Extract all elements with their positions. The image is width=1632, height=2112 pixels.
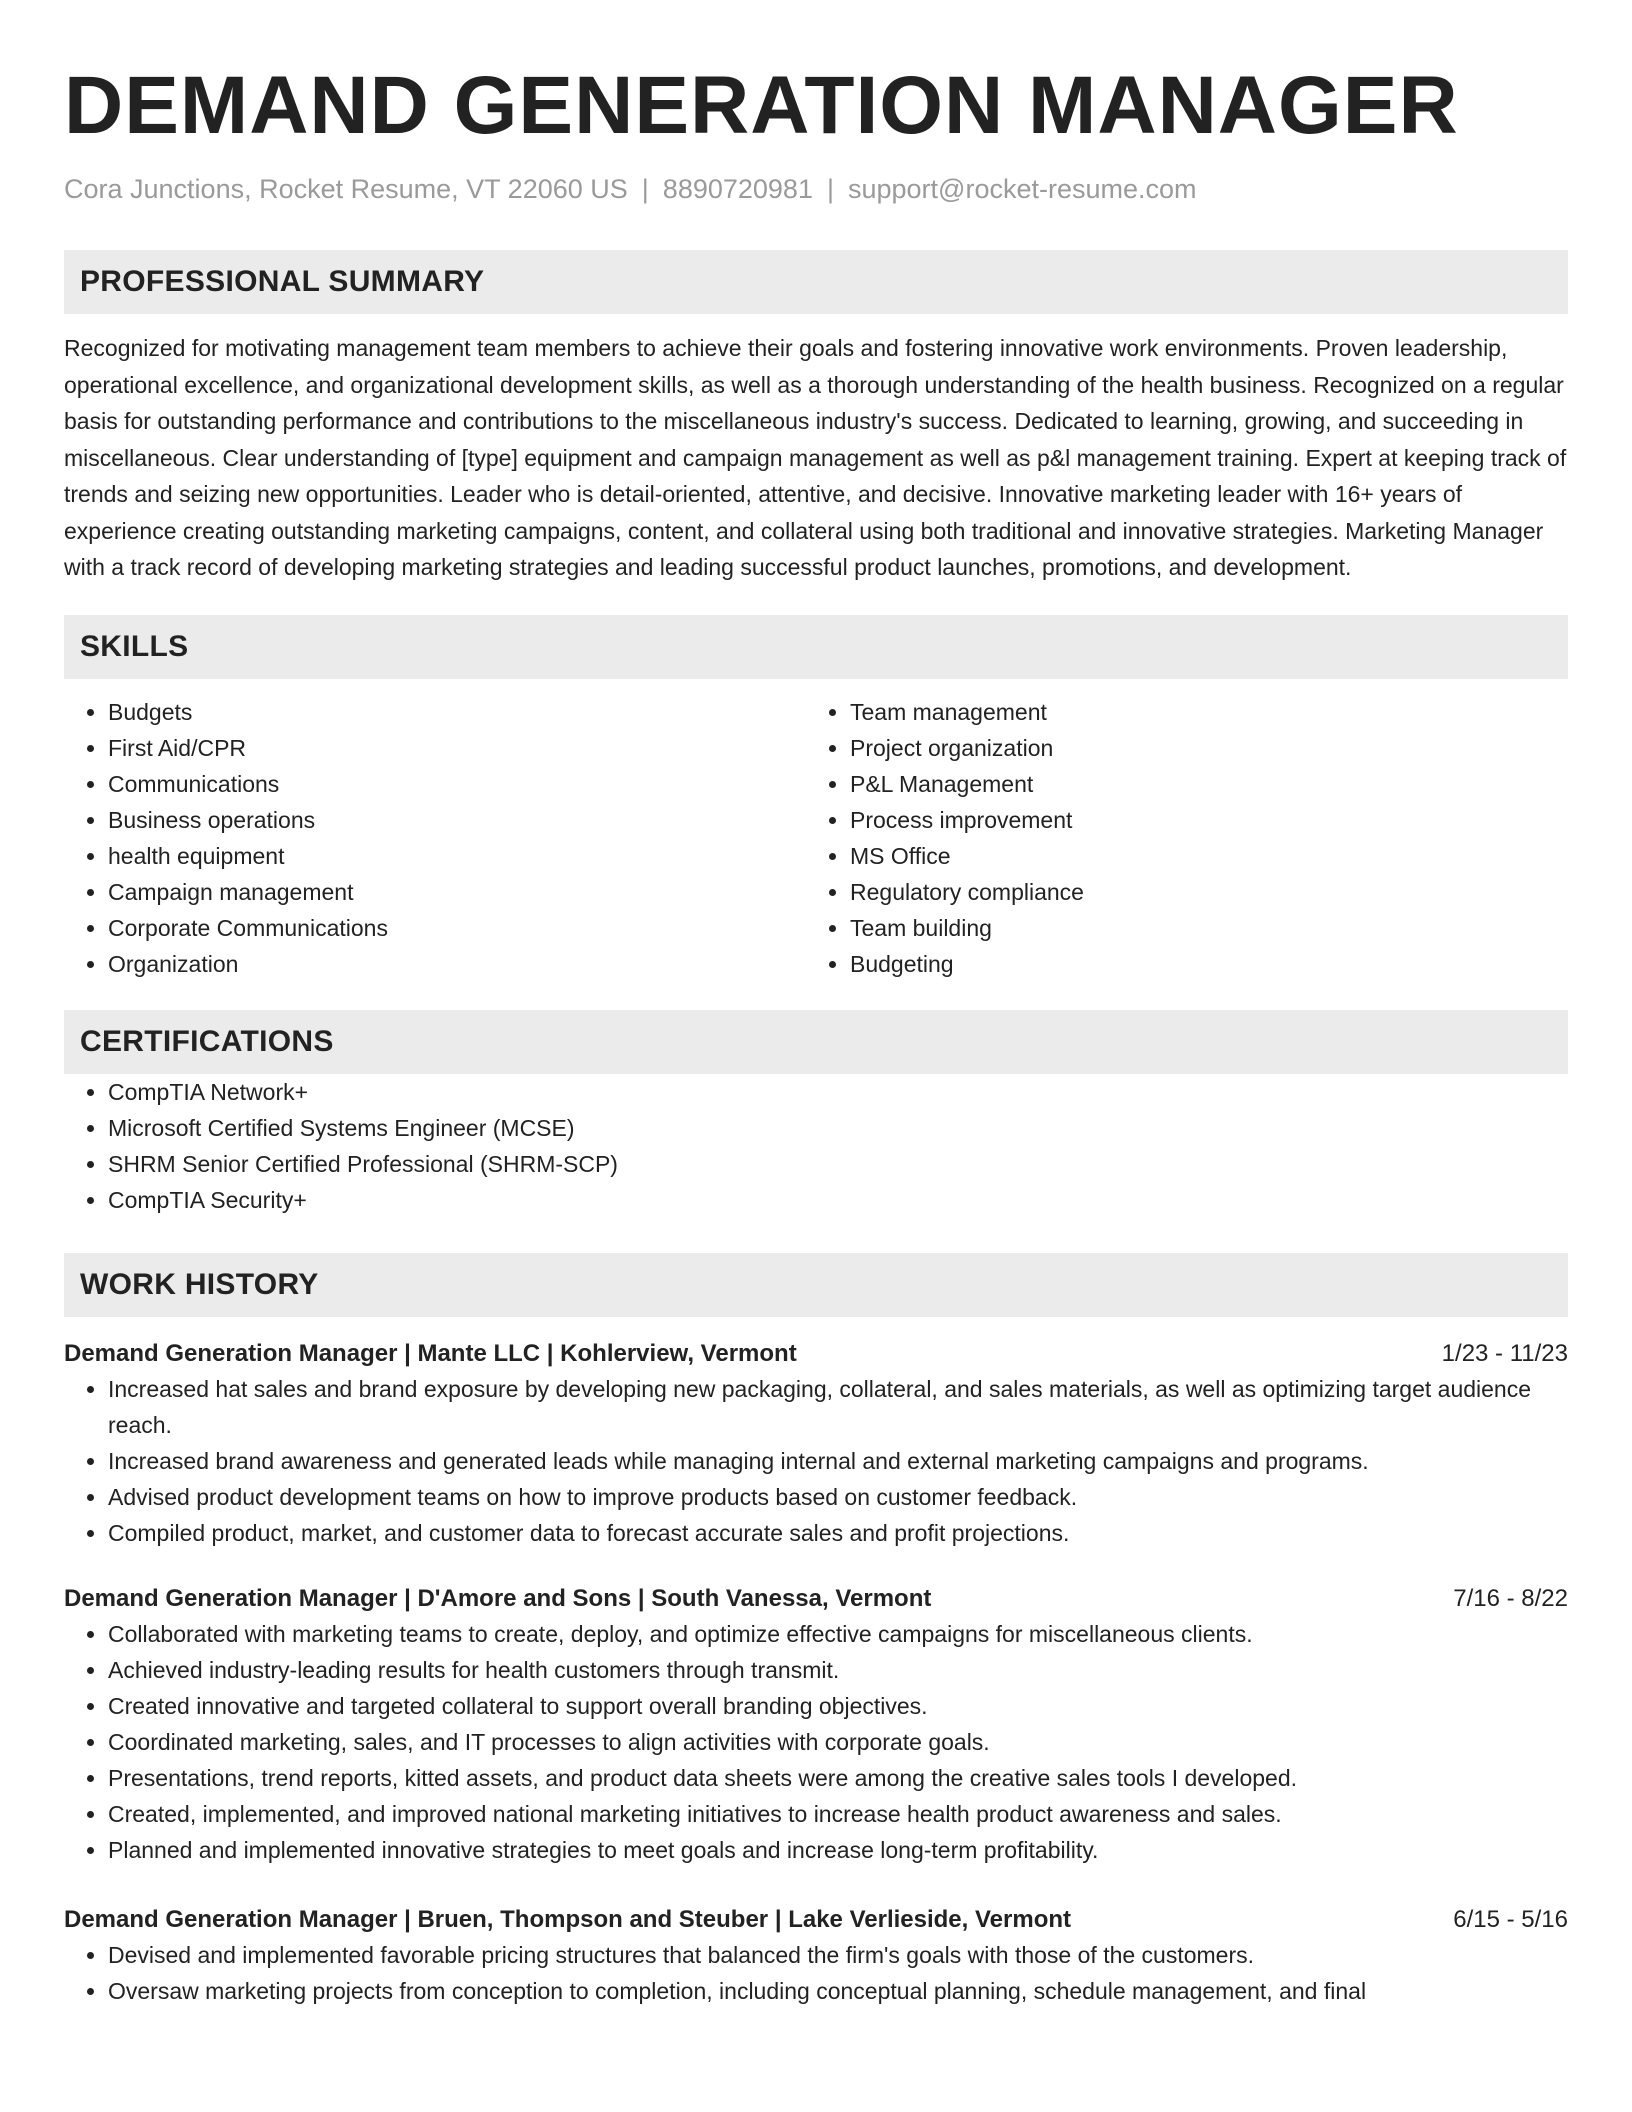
skill-item: • Communications [108, 766, 806, 802]
skill-item: • Team building [850, 910, 1548, 946]
certification-item: • SHRM Senior Certified Professional (SHRM-SCP) [108, 1146, 1568, 1182]
section-title-skills: SKILLS [80, 629, 189, 663]
job-entry [64, 1337, 1568, 1551]
skill-item: • P&L Management [850, 766, 1548, 802]
job-title: Demand Generation Manager | Bruen, Thompson and Steuber | Lake Verlieside, Vermont [64, 1905, 1072, 1933]
job-title: Demand Generation Manager | Mante LLC | Kohlerview, Vermont [64, 1339, 797, 1367]
section-header-summary [64, 250, 1568, 314]
skill-item: • MS Office [850, 838, 1548, 874]
contact-line [64, 172, 1568, 206]
job-title: Demand Generation Manager | D'Amore and Sons | South Vanessa, Vermont [64, 1584, 932, 1612]
job-bullets [64, 1937, 1568, 2009]
certification-item: • Microsoft Certified Systems Engineer (MCSE) [108, 1110, 1568, 1146]
skills-column-left [64, 694, 806, 982]
job-bullet: • Increased brand awareness and generated leads while managing internal and external marketing campaigns and programs. [108, 1443, 1568, 1479]
job-bullet: • Presentations, trend reports, kitted assets, and product data sheets were among the creative sales tools I developed. [108, 1760, 1568, 1796]
skills-column-right [806, 694, 1548, 982]
skills-grid [64, 694, 1568, 982]
job-bullet: • Increased hat sales and brand exposure by developing new packaging, collateral, and sales materials, as well as optimizing target audience reach. [108, 1371, 1568, 1443]
job-bullet: • Collaborated with marketing teams to create, deploy, and optimize effective campaigns for miscellaneous clients. [108, 1616, 1568, 1652]
job-bullet: • Created, implemented, and improved national marketing initiatives to increase health product awareness and sales. [108, 1796, 1568, 1832]
job-bullet: • Planned and implemented innovative strategies to meet goals and increase long-term profitability. [108, 1832, 1568, 1868]
job-dates: 7/16 - 8/22 [1453, 1584, 1568, 1612]
contact-separator: | [826, 174, 834, 204]
contact-email: support@rocket-resume.com [847, 174, 1197, 204]
job-bullet: • Devised and implemented favorable pricing structures that balanced the firm's goals with those of the customers. [108, 1937, 1568, 1973]
job-entry [64, 1903, 1568, 2009]
section-header-work-history [64, 1253, 1568, 1317]
section-title-certifications: CERTIFICATIONS [80, 1024, 334, 1058]
job-bullets [64, 1371, 1568, 1551]
skill-item: • Budgets [108, 694, 806, 730]
summary-paragraph: Recognized for motivating management team members to achieve their goals and fostering innovative work environments. Proven leadership, operational excellence, and organizational development skills, as well as a thorough understanding of the health business. Recognized on a regular basis for outstanding performance and contributions to the miscellaneous industry's success. Dedicated to learning, growing, and succeeding in miscellaneous. Clear understanding of [type] equipment and campaign management as well as p&l management training. Expert at keeping track of trends and seizing new opportunities. Leader who is detail-oriented, attentive, and decisive. Innovative marketing leader with 16+ years of experience creating outstanding marketing campaigns, content, and collateral using both traditional and innovative strategies. Marketing Manager with a track record of developing marketing strategies and leading successful product launches, promotions, and development. [64, 335, 1567, 580]
certification-item: • CompTIA Network+ [108, 1074, 1568, 1110]
skill-item: • Corporate Communications [108, 910, 806, 946]
job-header [64, 1337, 1568, 1371]
job-bullets [64, 1616, 1568, 1868]
section-title-work-history: WORK HISTORY [80, 1267, 319, 1301]
skills-list-left [64, 694, 806, 982]
skill-item: • Process improvement [850, 802, 1548, 838]
job-dates: 1/23 - 11/23 [1441, 1339, 1568, 1367]
skill-item: • First Aid/CPR [108, 730, 806, 766]
job-dates: 6/15 - 5/16 [1453, 1905, 1568, 1933]
section-header-certifications [64, 1010, 1568, 1074]
skills-list-right [806, 694, 1548, 982]
skill-item: • Business operations [108, 802, 806, 838]
skill-item: • Organization [108, 946, 806, 982]
skill-item: • Campaign management [108, 874, 806, 910]
job-bullet: • Oversaw marketing projects from conception to completion, including conceptual planning, schedule management, and final [108, 1973, 1568, 2009]
job-header [64, 1903, 1568, 1937]
section-title-summary: PROFESSIONAL SUMMARY [80, 265, 485, 298]
section-header-skills [64, 615, 1568, 679]
skill-item: • Regulatory compliance [850, 874, 1548, 910]
candidate-title: DEMAND GENERATION MANAGER [64, 60, 1459, 151]
contact-phone: 8890720981 [662, 174, 813, 204]
job-bullet: • Created innovative and targeted collateral to support overall branding objectives. [108, 1688, 1568, 1724]
job-bullet: • Advised product development teams on how to improve products based on customer feedback. [108, 1479, 1568, 1515]
skill-item: • Budgeting [850, 946, 1548, 982]
job-bullet: • Compiled product, market, and customer data to forecast accurate sales and profit projections. [108, 1515, 1568, 1551]
skill-item: • health equipment [108, 838, 806, 874]
contact-address: Cora Junctions, Rocket Resume, VT 22060 US [64, 174, 628, 204]
job-header [64, 1582, 1568, 1616]
job-entry [64, 1582, 1568, 1868]
skill-item: • Project organization [850, 730, 1548, 766]
certification-item: • CompTIA Security+ [108, 1182, 1568, 1218]
certifications-list [64, 1074, 1568, 1218]
resume-page [64, 0, 1568, 2009]
job-bullet: • Coordinated marketing, sales, and IT processes to align activities with corporate goals. [108, 1724, 1568, 1760]
job-bullet: • Achieved industry-leading results for health customers through transmit. [108, 1652, 1568, 1688]
skill-item: • Team management [850, 694, 1548, 730]
contact-separator: | [641, 174, 649, 204]
